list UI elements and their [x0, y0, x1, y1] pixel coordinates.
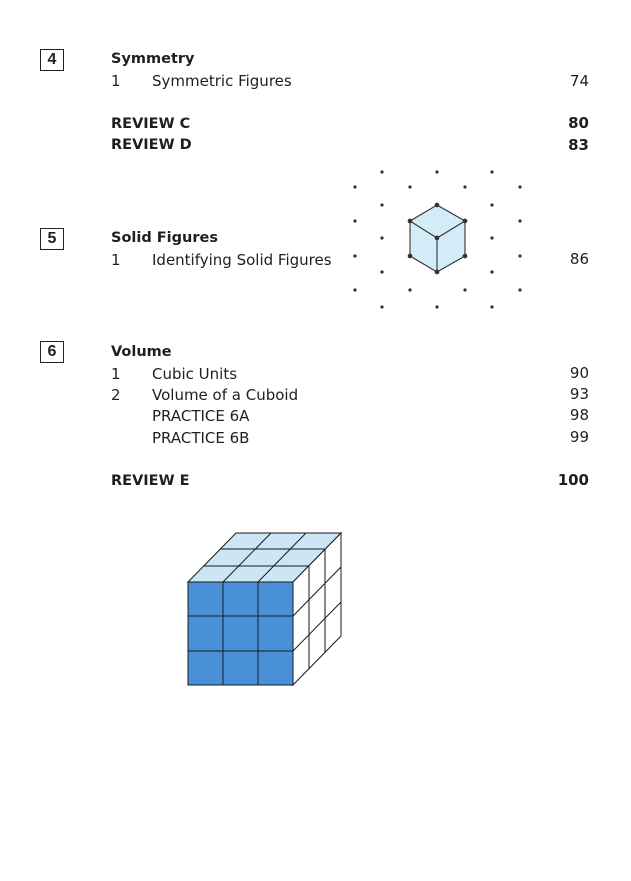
chapter-4-item-1-page: 74: [569, 72, 589, 90]
chapter-6-title[interactable]: Volume: [111, 344, 172, 360]
review-d-title[interactable]: REVIEW D: [111, 137, 192, 153]
chapter-4-item-1-number: 1: [111, 72, 121, 90]
review-e-page: 100: [557, 471, 589, 489]
chapter-6-item-1-number: 1: [111, 365, 121, 383]
chapter-5-number-box: 5: [40, 228, 64, 250]
review-d-page: 83: [568, 136, 589, 154]
isometric-dot-grid-illustration: [340, 160, 540, 320]
review-c-title[interactable]: REVIEW C: [111, 116, 191, 132]
chapter-5-title[interactable]: Solid Figures: [111, 230, 218, 246]
chapter-6-item-1-page: 90: [569, 364, 589, 382]
chapter-6-practice-6b-page: 99: [569, 428, 589, 446]
chapter-6-practice-6b-title[interactable]: PRACTICE 6B: [152, 429, 250, 447]
chapter-6-number-box: 6: [40, 341, 64, 363]
chapter-6-practice-6a-page: 98: [569, 406, 589, 424]
chapter-5-item-1-title[interactable]: Identifying Solid Figures: [152, 251, 332, 269]
chapter-4-title[interactable]: Symmetry: [111, 51, 195, 67]
chapter-5-item-1-number: 1: [111, 251, 121, 269]
review-e-title[interactable]: REVIEW E: [111, 473, 190, 489]
chapter-6-practice-6a-title[interactable]: PRACTICE 6A: [152, 407, 250, 425]
chapter-5-item-1-page: 86: [569, 250, 589, 268]
review-c-page: 80: [568, 114, 589, 132]
chapter-6-item-1-title[interactable]: Cubic Units: [152, 365, 238, 383]
chapter-6-item-2-number: 2: [111, 386, 121, 404]
cube-front-face: [188, 582, 293, 685]
chapter-4-item-1-title[interactable]: Symmetric Figures: [152, 72, 292, 90]
chapter-4-number-box: 4: [40, 49, 64, 71]
chapter-6-item-2-title[interactable]: Volume of a Cuboid: [152, 386, 299, 404]
cubic-units-cube-illustration: [180, 525, 350, 695]
isometric-cube-icon: [408, 203, 467, 274]
chapter-6-item-2-page: 93: [569, 385, 589, 403]
